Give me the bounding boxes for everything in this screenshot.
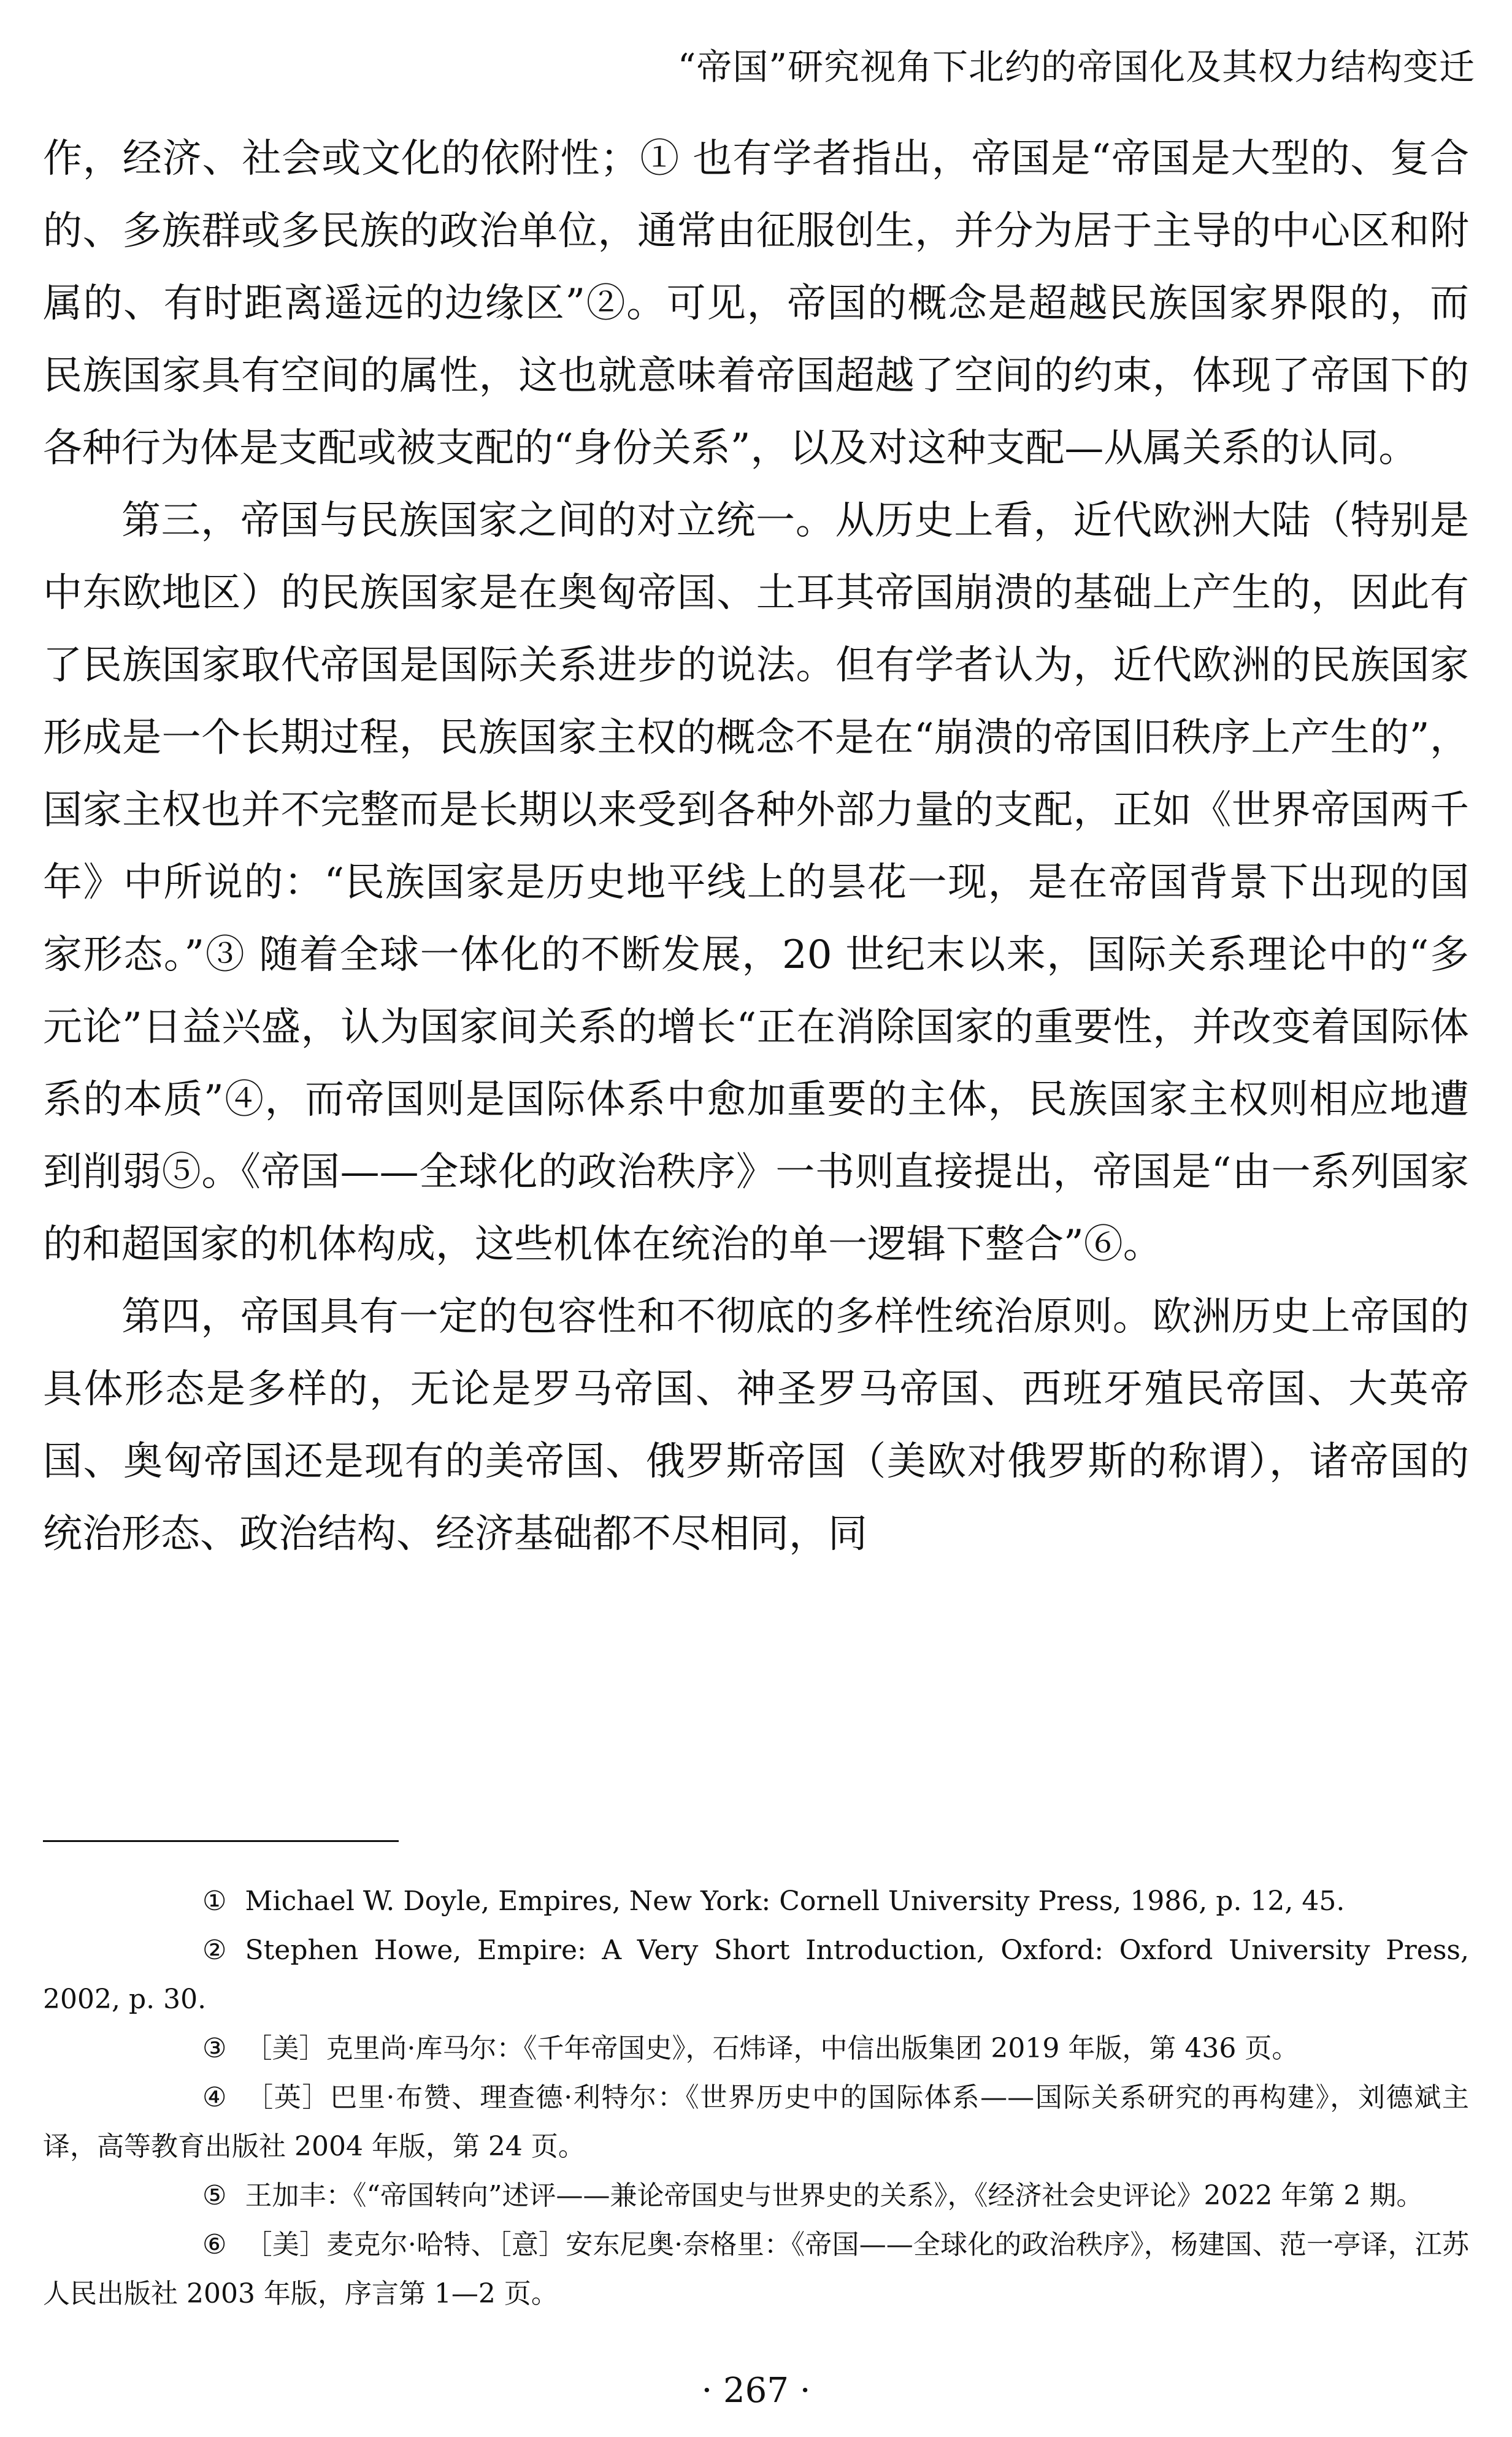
footnote-text: ［英］巴里·布赞、理查德·利特尔：《世界历史中的国际体系——国际关系研究的再构建》，刘德斌主译，高等教育出版社 2004 年版，第 24 页。 (43, 2082, 1469, 2162)
footnote-2 (43, 1926, 1469, 2024)
footnote-text: Michael W. Doyle, Empires, New York: Cornell University Press, 1986, p. 12, 45. (245, 1886, 1345, 1917)
footnote-text: ［美］克里尚·库马尔：《千年帝国史》，石炜译，中信出版集团 2019 年版，第 436 页。 (245, 2033, 1299, 2064)
paragraph-1: 作，经济、社会或文化的依附性；① 也有学者指出，帝国是“帝国是大型的、复合的、多族群或多民族的政治单位，通常由征服创生，并分为居于主导的中心区和附属的、有时距离遥远的边缘区”②。可见，帝国的概念是超越民族国家界限的，而民族国家具有空间的属性，这也就意味着帝国超越了空间的约束，体现了帝国下的各种行为体是支配或被支配的“身份关系”，以及对这种支配—从属关系的认同。 (43, 136, 1469, 471)
footnote-text: Stephen Howe, Empire: A Very Short Introduction, Oxford: Oxford University Press, 2002, p. 30. (43, 1935, 1469, 2015)
footnotes (43, 1877, 1469, 2319)
footnote-4 (43, 2073, 1469, 2171)
footnote-mark: ⑥ (202, 2229, 227, 2260)
paragraph-2: 第三，帝国与民族国家之间的对立统一。从历史上看，近代欧洲大陆（特别是中东欧地区）的民族国家是在奥匈帝国、土耳其帝国崩溃的基础上产生的，因此有了民族国家取代帝国是国际关系进步的说法。但有学者认为，近代欧洲的民族国家形成是一个长期过程，民族国家主权的概念不是在“崩溃的帝国旧秩序上产生的”，国家主权也并不完整而是长期以来受到各种外部力量的支配，正如《世界帝国两千年》中所说的：“民族国家是历史地平线上的昙花一现，是在帝国背景下出现的国家形态。”③ 随着全球一体化的不断发展，20 世纪末以来，国际关系理论中的“多元论”日益兴盛，认为国家间关系的增长“正在消除国家的重要性，并改变着国际体系的本质”④，而帝国则是国际体系中愈加重要的主体，民族国家主权则相应地遭到削弱⑤。《帝国——全球化的政治秩序》一书则直接提出，帝国是“由一系列国家的和超国家的机体构成，这些机体在统治的单一逻辑下整合”⑥。 (43, 498, 1469, 1267)
footnote-mark: ③ (202, 2033, 227, 2064)
footnote-5 (43, 2171, 1469, 2220)
footnote-6 (43, 2220, 1469, 2319)
footnote-mark: ⑤ (202, 2180, 227, 2211)
footnote-3 (43, 2024, 1469, 2073)
page-number: · 267 · (701, 2371, 811, 2411)
footnote-text: ［美］麦克尔·哈特、［意］安东尼奥·奈格里：《帝国——全球化的政治秩序》，杨建国、范一亭译，江苏人民出版社 2003 年版，序言第 1—2 页。 (43, 2229, 1469, 2309)
footnote-1 (43, 1877, 1469, 1926)
footnote-mark: ④ (202, 2082, 227, 2113)
running-header: “帝国”研究视角下北约的帝国化及其权力结构变迁 (677, 46, 1475, 88)
paragraph-3: 第四，帝国具有一定的包容性和不彻底的多样性统治原则。欧洲历史上帝国的具体形态是多样的，无论是罗马帝国、神圣罗马帝国、西班牙殖民帝国、大英帝国、奥匈帝国还是现有的美帝国、俄罗斯帝国（美欧对俄罗斯的称谓），诸帝国的统治形态、政治结构、经济基础都不尽相同，同 (43, 1294, 1469, 1557)
main-text (43, 123, 1469, 1570)
footnote-separator (43, 1840, 399, 1842)
footnote-mark: ② (202, 1935, 227, 1966)
footnote-mark: ① (202, 1886, 227, 1917)
footnote-text: 王加丰：《“帝国转向”述评——兼论帝国史与世界史的关系》，《经济社会史评论》2022 年第 2 期。 (245, 2180, 1424, 2211)
